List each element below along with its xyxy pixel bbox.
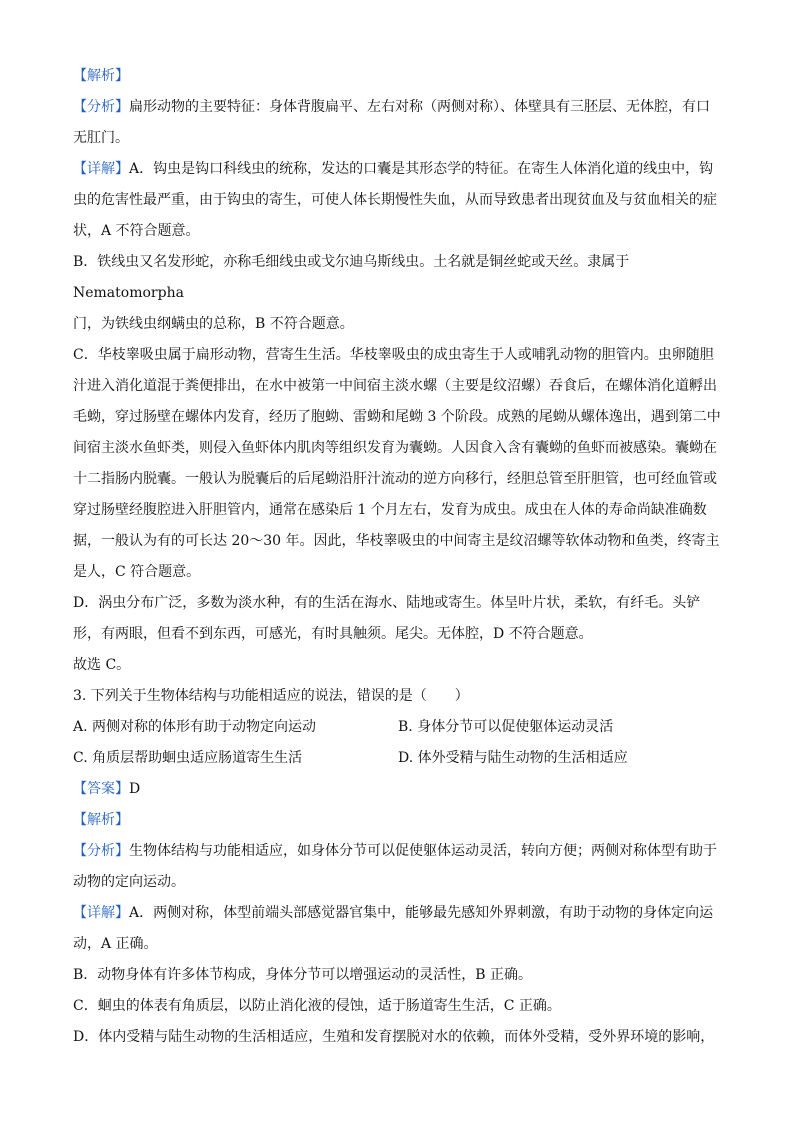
detail2-c: C．蛔虫的体表有角质层，以防止消化液的侵蚀，适于肠道寄生生活，C 正确。 [73, 998, 561, 1014]
jiexi-heading-2 [73, 805, 723, 836]
fenxi-2-line-1 [73, 836, 723, 867]
fenxi-line-2: 无肛门。 [73, 130, 129, 146]
detail-c-line-1: C．华枝睾吸虫属于扁形动物，营寄生生活。华枝睾吸虫的成虫寄生于人或哺乳动物的胆管内。虫卵随胆 [73, 347, 714, 363]
detail-c-line-5: 十二指肠内脱囊。一般认为脱囊后的后尾蚴沿肝汁流动的逆方向移行，经胆总管至肝胆管，也可经血管或 [73, 471, 717, 487]
xiangjie-label: 【详解】 [73, 905, 129, 921]
detail-b-line-2: 门，为铁线虫纲螨虫的总称，B 不符合题意。 [73, 316, 354, 332]
fenxi-2-text: 生物体结构与功能相适应，如身体分节可以促使躯体运动灵活，转向方便；两侧对称体型有助于 [129, 843, 717, 859]
fenxi-label: 【分析】 [73, 843, 129, 859]
option-c: C. 角质层帮助蛔虫适应肠道寄生生活 [73, 750, 303, 766]
detail-c-line-7: 据，一般认为有的可长达 20～30 年。因此，华枝睾吸虫的中间寄主是纹沼螺等软体动物和鱼类，终寄主 [73, 533, 720, 549]
detail2-a-text: A．两侧对称，体型前端头部感觉器官集中，能够最先感知外界刺激，有助于动物的身体定向运 [129, 905, 714, 921]
detail2-a-line-1 [73, 898, 723, 929]
detail-c-line-3: 毛蚴，穿过肠壁在螺体内发育，经历了胞蚴、雷蚴和尾蚴 3 个阶段。成熟的尾蚴从螺体逸出，遇到第二中 [73, 409, 721, 425]
xiangjie-label: 【详解】 [73, 161, 129, 177]
question-3-stem: 3. 下列关于生物体结构与功能相适应的说法，错误的是（ ） [73, 688, 469, 704]
fenxi-label: 【分析】 [73, 99, 129, 115]
fenxi-text: 扁形动物的主要特征：身体背腹扁平、左右对称（两侧对称）、体壁具有三胚层、无体腔，有口 [129, 99, 710, 115]
detail2-b: B．动物身体有许多体节构成，身体分节可以增强运动的灵活性，B 正确。 [73, 967, 533, 983]
detail-d-line-1: D．涡虫分布广泛，多数为淡水种，有的生活在海水、陆地或寄生。体呈叶片状，柔软，有纤毛。头铲 [73, 595, 701, 611]
option-d: D. 体外受精与陆生动物的生活相适应 [398, 750, 628, 766]
jiexi-label: 【解析】 [73, 68, 129, 84]
answer-line [73, 774, 723, 805]
detail-d-line-2: 形，有两眼，但看不到东西，可感光，有时具触须。尾尖。无体腔，D 不符合题意。 [73, 626, 593, 642]
answer-content [73, 61, 723, 1053]
question-3-options [73, 712, 723, 774]
daan-label: 【答案】 [73, 781, 129, 797]
answer-value: D [129, 781, 141, 797]
detail-c-line-6: 穿过肠壁经腹腔进入肝胆管内，通常在感染后 1 个月左右，发育为成虫。成虫在人体的寿命尚缺准确数 [73, 502, 707, 518]
choose-line: 故选 C。 [73, 657, 131, 673]
detail2-a-line-2: 动，A 正确。 [73, 936, 158, 952]
detail-a-text: A．钩虫是钩口科线虫的统称，发达的口囊是其形态学的特征。在寄生人体消化道的线虫中，钩 [129, 161, 714, 177]
detail-c-line-4: 间宿主淡水鱼虾类，则侵入鱼虾体内肌肉等组织发育为囊蚴。人因食入含有囊蚴的鱼虾而被感染。囊蚴在 [73, 440, 717, 456]
detail2-d: D．体内受精与陆生动物的生活相适应，生殖和发育摆脱对水的依赖，而体外受精，受外界环境的影响， [73, 1029, 715, 1045]
detail-c-line-2: 汁进入消化道混于粪便排出，在水中被第一中间宿主淡水螺（主要是纹沼螺）吞食后，在螺体消化道孵出 [73, 378, 717, 394]
fenxi-2-line-2: 动物的定向运动。 [73, 874, 185, 890]
detail-a-line-1 [73, 154, 723, 185]
detail-a-line-2: 虫的危害性最严重，由于钩虫的寄生，可使人体长期慢性失血，从而导致患者出现贫血及与贫血相关的症 [73, 192, 717, 208]
jiexi-label: 【解析】 [73, 812, 129, 828]
option-b: B. 身体分节可以促使躯体运动灵活 [398, 719, 614, 735]
detail-a-line-3: 状，A 不符合题意。 [73, 223, 200, 239]
detail-b-line-1: B．铁线虫又名发形蛇，亦称毛细线虫或戈尔迪乌斯线虫。土名就是铜丝蛇或天丝。隶属于 Nematomorpha [73, 254, 630, 301]
fenxi-line-1 [73, 92, 723, 123]
option-a: A. 两侧对称的体形有助于动物定向运动 [73, 719, 317, 735]
jiexi-heading-1 [73, 61, 723, 92]
detail-c-line-8: 是人，C 符合题意。 [73, 564, 201, 580]
